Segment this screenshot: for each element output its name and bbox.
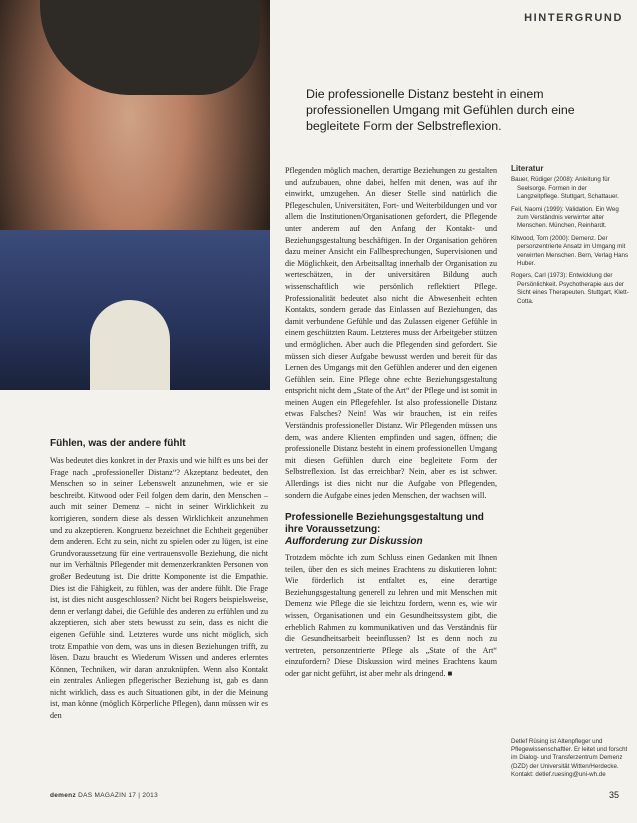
middle-column-body-2: Trotzdem möchte ich zum Schluss einen Gedanken mit Ihnen teilen, über den es sich meines Erachtens zu diskutieren lohnt: Wie förderlich ist entfaltet es, eine derartige Beziehungsgestaltung generell zu lehren und mit Menschen mit Demenz wie Pflege die sie leichtzu fordern, wenn es, wie wir wissen, Organisationen und ein Gesundheitssystem gibt, die erheblich Rahmen zu kommunikativen und das Verständnis für die Gesundheitsarbeit beeinflussen? Ist es denn noch zu vertreten, personzentrierte Pflege als „State of the Art“ einzufordern? Diese Diskussion wird meines Erachtens kaum oder gar nicht geführt, ist aber mehr als dringend. ■ (285, 553, 497, 678)
footer-issue: DAS MAGAZIN 17 | 2013 (78, 792, 159, 799)
literature-entry: Rogers, Carl (1973): Entwicklung der Persönlichkeit. Psychotherapie aus der Sicht eines Therapeuten. Stuttgart, Klett-Cotta. (511, 272, 629, 305)
photo-hair (40, 0, 260, 95)
footer (50, 792, 158, 799)
literature-entry: Bauer, Rüdiger (2008): Anleitung für Seelsorge. Formen in der Langzeitpflege. Stuttgart, Schattauer. (511, 176, 619, 201)
literature-entry: Feil, Naomi (1999): Validation. Ein Weg zum Verständnis verwirrter alter Menschen. München, Reinhardt. (511, 205, 619, 230)
literature-entry: Kitwood, Tom (2000): Demenz. Der personzentrierte Ansatz im Umgang mit verwirrten Menschen. Bern, Verlag Hans Huber. (511, 234, 629, 268)
left-heading: Fühlen, was der andere fühlt (50, 438, 186, 449)
middle-heading (285, 512, 500, 548)
footer-magazine: demenz (50, 792, 77, 799)
middle-subheading: Aufforderung zur Diskussion (285, 536, 423, 547)
left-column-body: Was bedeutet dies konkret in der Praxis und wie hilft es uns bei der Frage nach „professioneller Distanz“? Akzeptanz bedeutet, den Menschen so in seiner Lebenswelt anzunehmen, wie er sie beschreibt. Kitwood oder Feil folgen dem darin, den Menschen – auch mit seiner Demenz – nicht in seiner Wirklichkeit zu korrigieren, sondern diese als dessen Wirklichkeit anzunehmen und zu akzeptieren. Kongruenz bezeichnet die Echtheit gegenüber dem anderen. Echt zu sein, nicht zu spielen oder zu lügen, ist eine Grundvoraussetzung für eine vertrauensvolle Beziehung, die nicht nur im Verhältnis Pflegender mit demenzerkrankten Personen von großer Bedeutung ist. Die dritte Komponente ist die Empathie. Dies ist die Fähigkeit, zu fühlen, was der andere fühlt. Die Frage ist, ist dies nicht ausgeschlossen? Nicht bei Rogers beispielsweise, denn er verlangt dabei, die Gefühle des anderen zu erfühlen und zu akzeptieren, sich aber stets bewusst zu sein, dass es nicht die eigenen Gefühle sind. Letzteres wurde uns nicht möglich, sich trotz Empathie von dem, was uns in diesen Beziehungen trifft, zu lösen. Dazu braucht es Wiederum Wissen und anderes erlerntes Können, Techniken, wir daran anzuknüpfen. Wenn also Kontakt ein zentrales Anliegen pflegerischer Beziehung ist, gab es dann nicht wirklich, dass es auch Situationen gibt, in der die Meinung ist, man könne (möglich Körperliche Pflegen), dann müssen wir es den (50, 456, 268, 721)
portrait-photo (0, 0, 270, 390)
middle-heading-text: Professionelle Beziehungsgestaltung und ihre Voraussetzung: (285, 512, 484, 535)
middle-column-body: Pflegenden möglich machen, derartige Beziehungen zu gestalten und aufzubauen, ohne dabei, helfen mit denen, was auf ihr einwirkt, umzugehen. An dieser Stelle sind natürlich die Pflegeschulen, Universitäten, Fort- und Weiterbildungen und vor allem die Institutionen/Organisationen gefordert, die Pflegende unter anderem auf den Anfang der Kontakt- und Beziehungsgestaltung beschäftigen. In der Organisation gehören dazu meiner Ansicht ein Fallbesprechungen, Supervisionen und die Möglichkeit, den Arbeitsalltag innerhalb der Organisation zu werteschätzen, in der universitären Bildung auch wissenschaftlich wie persönlich reflektiert Pflege. Professionalität bedeutet also nicht die Abwesenheit echten Kontakts, sondern gerade das Einlassen auf Beziehungen, das damit verbundene Gefühle und das Zulassen eigener Gefühle in einem geschützten Raum. Letzteres muss der Arbeitgeber stützen und ermöglichen. Aber auch die Pflegenden sind gefordert. Sie müssen sich dieser Aufgabe bewusst werden und bereit für das Lernen des Umgangs mit den Gefühlen anderer und den eigenen Gefühlen sein. Eine Pflege ohne echte Beziehungsgestaltung entspricht nicht dem „State of the Art“ der Pflege und ist somit in meinen Augen ein Pflegefehler. Ist also professionelle Distanz etwas Falsches? Nein! Was wir brauchen, ist ein reifes Verständnis professioneller Distanz. Wir Pflegenden müssen uns dem, was andere Klienten empfinden und sagen, öffnen; die professionelle Distanz besteht in einem professionellen Umgang mit diesen Gefühlen durch eine begleitete Form der Selbstreflexion. Ist das erreichbar? Nein, aber es ist schwer. Allerdings ist dies nicht nur die Aufgabe von Pflegenden, sondern die Aufgabe eines jeden Menschen, der wachsen will. (285, 166, 497, 500)
literature-title: Literatur (511, 164, 544, 173)
author-bio: Detlef Rüsing ist Altenpfleger und Pflegewissenschaftler. Er leitet und forscht im Dialog- und Transferzentrum Demenz (DZD) der Universität Witten/Herdecke. Kontakt: detlef.ruesing@uni-wh.de (511, 738, 628, 778)
section-label: HINTERGRUND (524, 12, 623, 24)
page-number: 35 (608, 790, 619, 800)
literature-box (511, 165, 629, 310)
pull-quote: Die professionelle Distanz besteht in einem professionellen Umgang mit Gefühlen durch eine begleitete Form der Selbstreflexion. (306, 87, 575, 133)
photo-collar (90, 300, 170, 390)
